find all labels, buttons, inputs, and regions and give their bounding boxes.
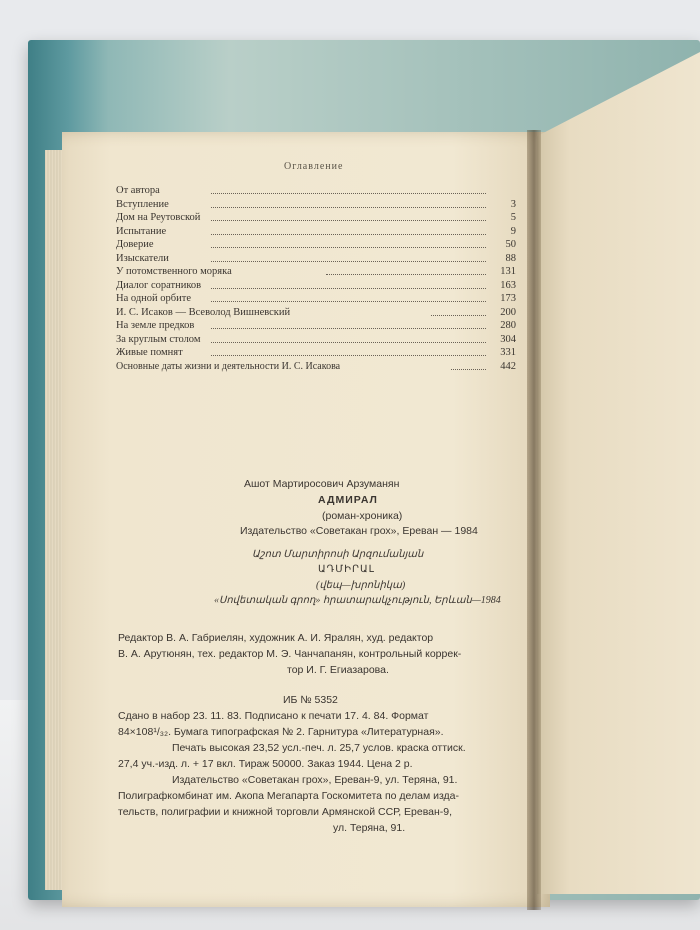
- toc-leader-dots: [211, 328, 486, 329]
- toc-entry-page: 163: [500, 279, 516, 291]
- toc-entry-page: 331: [500, 347, 516, 358]
- right-page: [537, 52, 700, 894]
- toc-entry-title: От автора: [116, 185, 160, 196]
- toc-entry-title: Диалог соратников: [116, 279, 202, 291]
- toc-row: [116, 199, 516, 213]
- toc-row: [116, 253, 516, 267]
- toc-row: [116, 320, 516, 334]
- print-info-line: тельств, полиграфии и книжной торговли Армянской ССР, Ереван-9,: [118, 806, 453, 818]
- toc-entry-page: 304: [500, 333, 516, 345]
- toc-row: [116, 280, 516, 294]
- editors-line: Редактор В. А. Габриелян, художник А. И. Яралян, худ. редактор: [118, 632, 434, 644]
- toc-leader-dots: [211, 301, 486, 302]
- toc-entry-title: Живые помнят: [116, 347, 183, 358]
- toc-entry-page: 173: [500, 293, 516, 304]
- toc-entry-page: 280: [500, 320, 516, 331]
- toc-entry-title: Вступление: [116, 198, 169, 210]
- toc-row: [116, 347, 516, 361]
- book-genre: (роман-хроника): [322, 510, 403, 522]
- toc-row: [116, 334, 516, 348]
- toc-row: [116, 185, 516, 199]
- toc-entry-page: 50: [505, 239, 516, 250]
- toc-entry-page: 200: [500, 306, 516, 318]
- toc-row: [116, 307, 516, 321]
- print-info-line: ул. Теряна, 91.: [333, 822, 406, 834]
- armenian-genre: (վեպ—խրոնիկա): [316, 580, 406, 591]
- toc-entry-page: 442: [500, 360, 516, 372]
- toc-entry-title: За круглым столом: [116, 333, 201, 345]
- toc-entry-title: Основные даты жизни и деятельности И. С. Исакова: [116, 360, 341, 372]
- toc-leader-dots: [211, 342, 486, 343]
- toc-leader-dots: [211, 234, 486, 235]
- toc-row: [116, 293, 516, 307]
- editors-line: В. А. Арутюнян, тех. редактор М. Э. Чанчапанян, контрольный коррек-: [118, 648, 462, 660]
- toc-entry-title: На одной орбите: [116, 293, 191, 304]
- print-info-line: Печать высокая 23,52 усл.-печ. л. 25,7 услов. краска оттиск.: [172, 742, 466, 754]
- toc-leader-dots: [451, 369, 486, 370]
- toc-leader-dots: [211, 288, 486, 289]
- toc-row: [116, 361, 516, 375]
- toc-row: [116, 266, 516, 280]
- toc-entry-title: Изыскатели: [116, 252, 169, 264]
- toc-entry-page: 3: [510, 198, 516, 210]
- ib-number: ИБ № 5352: [283, 694, 338, 706]
- toc-row: [116, 239, 516, 253]
- toc-leader-dots: [326, 274, 486, 275]
- toc-entry-title: У потомственного моряка: [116, 266, 232, 277]
- toc-leader-dots: [431, 315, 486, 316]
- toc-entry-title: Доверие: [116, 239, 154, 250]
- toc-entry-title: На земле предков: [116, 320, 195, 331]
- print-info-line: Издательство «Советакан грох», Ереван-9, ул. Теряна, 91.: [172, 774, 458, 786]
- toc-leader-dots: [211, 207, 486, 208]
- toc-leader-dots: [211, 247, 486, 248]
- toc-leader-dots: [211, 220, 486, 221]
- armenian-title: ԱԴՄԻՐԱԼ: [318, 564, 375, 575]
- toc-leader-dots: [211, 193, 486, 194]
- book-title: АДМИРАЛ: [318, 494, 378, 506]
- editors-line: тор И. Г. Егиазарова.: [287, 664, 389, 676]
- toc-entry-page: 9: [510, 225, 516, 237]
- toc-entry-page: 5: [510, 212, 516, 223]
- print-info-line: 27,4 уч.-изд. л. + 17 вкл. Тираж 50000. Заказ 1944. Цена 2 р.: [118, 758, 413, 770]
- table-of-contents: [116, 185, 516, 374]
- toc-entry-title: И. С. Исаков — Всеволод Вишневский: [116, 306, 291, 318]
- toc-title: Оглавление: [284, 161, 344, 172]
- toc-leader-dots: [211, 261, 486, 262]
- author-name: Ашот Мартиросович Арзуманян: [244, 478, 400, 490]
- toc-entry-page: 88: [505, 252, 516, 264]
- print-info-line: Сдано в набор 23. 11. 83. Подписано к печати 17. 4. 84. Формат: [118, 710, 429, 722]
- toc-row: [116, 212, 516, 226]
- toc-entry-title: Испытание: [116, 225, 167, 237]
- toc-row: [116, 226, 516, 240]
- armenian-publisher: «Սովետական գրող» հրատարակչություն, Երևան—1984: [214, 595, 501, 606]
- armenian-author: Աշոտ Մարտիրոսի Արզումանյան: [252, 549, 424, 560]
- toc-leader-dots: [211, 355, 486, 356]
- print-info-line: 84×108¹/₃₂. Бумага типографская № 2. Гарнитура «Литературная».: [118, 726, 444, 738]
- toc-entry-page: 131: [500, 266, 516, 277]
- publisher-line: Издательство «Советакан грох», Ереван — 1984: [240, 525, 478, 537]
- book-gutter: [527, 130, 541, 910]
- print-info-line: Полиграфкомбинат им. Акопа Мегапарта Госкомитета по делам изда-: [118, 790, 460, 802]
- toc-entry-title: Дом на Реутовской: [116, 212, 201, 223]
